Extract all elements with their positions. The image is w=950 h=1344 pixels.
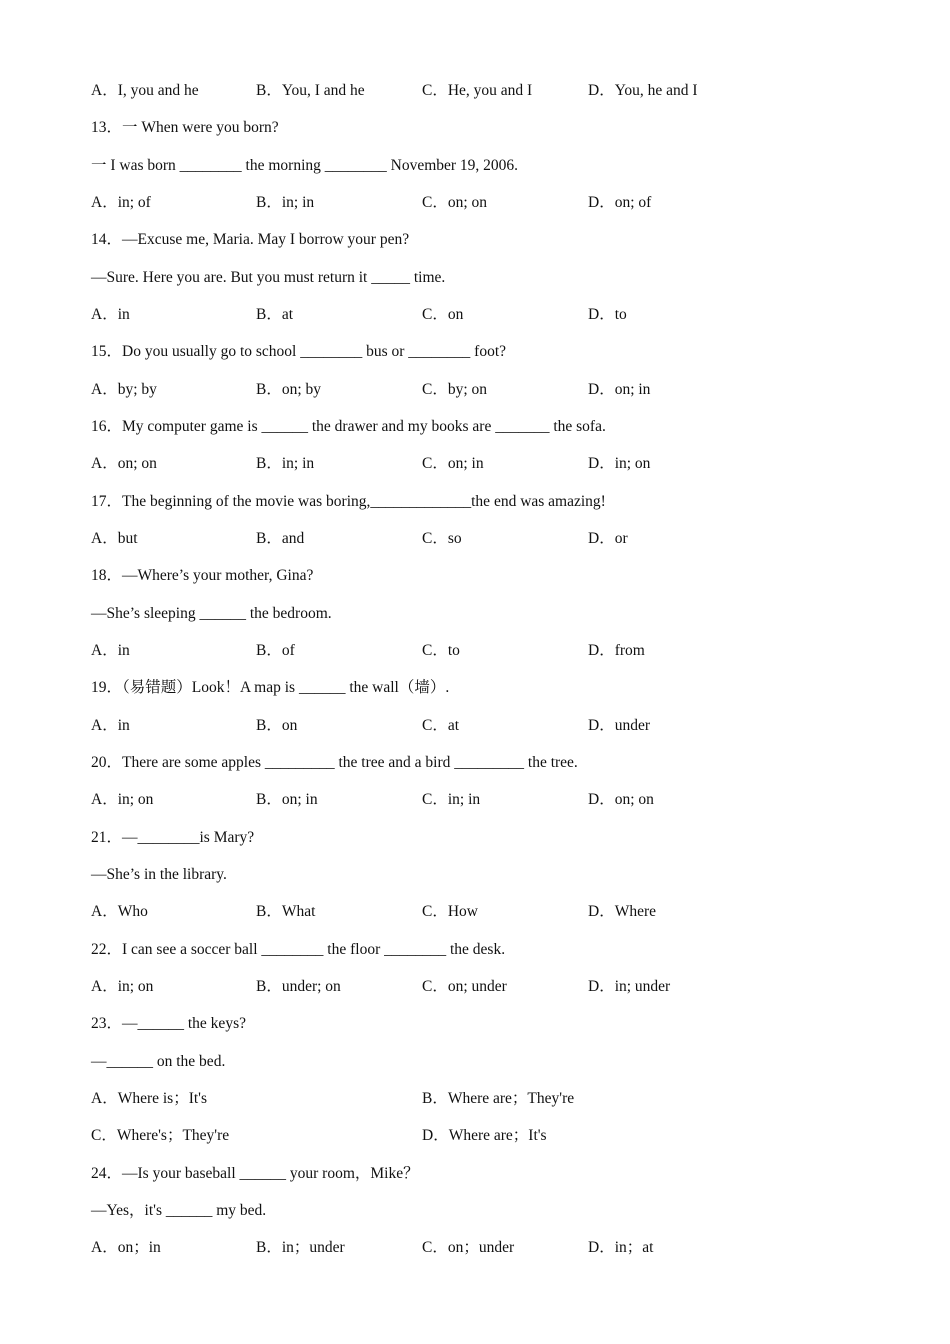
option-c: C．on; on <box>422 194 488 211</box>
question-line: —Sure. Here you are. But you must return it _____ time. <box>91 269 446 286</box>
option-d: D．on; on <box>588 791 654 808</box>
option-d: D．on; of <box>588 194 652 211</box>
option-a: A．in; on <box>91 791 154 808</box>
question-stem: 18．—Where’s your mother, Gina? <box>91 567 314 584</box>
option-c: C．on <box>422 306 464 323</box>
option-b: B．in; in <box>256 194 315 211</box>
option-d: D．Where are；It's <box>422 1127 547 1144</box>
option-d: D．or <box>588 530 628 547</box>
question-stem: 22．I can see a soccer ball ________ the floor ________ the desk. <box>91 941 506 958</box>
option-c: C．on；under <box>422 1239 515 1256</box>
question-stem: 14．—Excuse me, Maria. May I borrow your pen? <box>91 231 410 248</box>
question-line: 一 I was born ________ the morning ________ November 19, 2006. <box>91 157 519 174</box>
question-stem: 13．一 When were you born? <box>91 119 279 136</box>
option-b: B．of <box>256 642 295 659</box>
option-d: D．Where <box>588 903 656 920</box>
option-b: B．in; in <box>256 455 315 472</box>
option-d: D．in; under <box>588 978 671 995</box>
option-b: B．on <box>256 717 298 734</box>
question-stem: 20．There are some apples _________ the tree and a bird _________ the tree. <box>91 754 578 771</box>
option-d: D．on; in <box>588 381 651 398</box>
option-a: A．on；in <box>91 1239 161 1256</box>
option-b: B．You, I and he <box>256 82 365 99</box>
option-a: A．in; on <box>91 978 154 995</box>
option-a: A．in <box>91 717 130 734</box>
question-line: —She’s sleeping ______ the bedroom. <box>91 605 332 622</box>
option-c: C．to <box>422 642 460 659</box>
option-b: B．on; by <box>256 381 322 398</box>
option-c: C．How <box>422 903 478 920</box>
option-a: A．but <box>91 530 138 547</box>
option-b: B．under; on <box>256 978 341 995</box>
option-c: C．He, you and I <box>422 82 533 99</box>
option-a: A．in <box>91 642 130 659</box>
option-b: B．What <box>256 903 316 920</box>
option-c: C．in; in <box>422 791 481 808</box>
option-d: D．in; on <box>588 455 651 472</box>
question-stem: 23．—______ the keys? <box>91 1015 246 1032</box>
option-d: D．from <box>588 642 645 659</box>
option-c: C．on; in <box>422 455 484 472</box>
option-d: D．under <box>588 717 650 734</box>
option-d: D．in；at <box>588 1239 654 1256</box>
question-stem: 15．Do you usually go to school ________ bus or ________ foot? <box>91 343 507 360</box>
option-b: B．at <box>256 306 294 323</box>
option-c: C．at <box>422 717 460 734</box>
question-stem: 24．—Is your baseball ______ your room，Mike？ <box>91 1165 419 1182</box>
option-c: C．by; on <box>422 381 488 398</box>
question-stem: 16．My computer game is ______ the drawer and my books are _______ the sofa. <box>91 418 606 435</box>
option-c: C．so <box>422 530 462 547</box>
option-a: A．on; on <box>91 455 157 472</box>
option-a: A．by; by <box>91 381 157 398</box>
question-line: —She’s in the library. <box>91 866 227 883</box>
option-a: A．Who <box>91 903 148 920</box>
option-a: A．Where is；It's <box>91 1090 208 1107</box>
option-a: A．I, you and he <box>91 82 199 99</box>
option-c: C．on; under <box>422 978 507 995</box>
question-stem: 21．—________is Mary? <box>91 829 255 846</box>
option-d: D．You, he and I <box>588 82 698 99</box>
option-b: B．and <box>256 530 305 547</box>
question-line: —______ on the bed. <box>91 1053 226 1070</box>
option-b: B．in；under <box>256 1239 345 1256</box>
question-line: —Yes，it's ______ my bed. <box>91 1202 267 1219</box>
question-stem: 19．（易错题）Look！A map is ______ the wall（墙）. <box>91 679 450 696</box>
option-a: A．in <box>91 306 130 323</box>
option-d: D．to <box>588 306 627 323</box>
question-stem: 17．The beginning of the movie was boring,_____________the end was amazing! <box>91 493 606 510</box>
option-a: A．in; of <box>91 194 151 211</box>
option-c: C．Where's；They're <box>91 1127 230 1144</box>
option-b: B．Where are；They're <box>422 1090 575 1107</box>
option-b: B．on; in <box>256 791 318 808</box>
